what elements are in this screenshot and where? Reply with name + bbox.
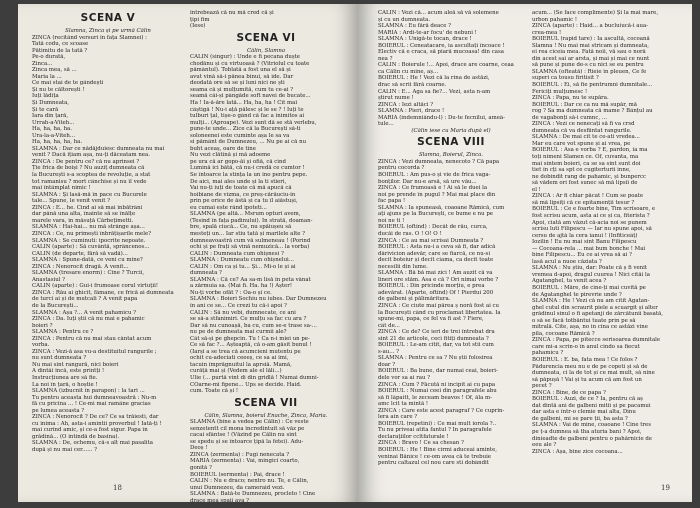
text-line: BOIERUL : Ba bune, dar numai ceai, boieri- <box>378 368 498 375</box>
text-line: ați ajuns pe la București, ce bume e nu pe <box>378 211 493 218</box>
dialogue-block <box>190 10 342 30</box>
text-line: vremea d-apoi, dragul cuurea ! Nici cităi la <box>532 271 650 278</box>
text-line: Deoș ! <box>190 445 208 452</box>
text-line: știrut nume ! <box>378 95 414 102</box>
text-line: seama că și mulțumită, cum tu ce-ai ? <box>190 86 294 93</box>
stage-direction: (Călin iese cu Maria după el) <box>411 127 491 134</box>
text-line: și cu un dumneata. <box>378 16 431 23</box>
text-line: Vai nu-ți iuți de toate că mă apucă că <box>190 185 292 192</box>
text-line: Tu nu priveai atita fantul ? In paragrafele <box>378 427 492 434</box>
text-line: pe lumea aceasta ? <box>32 407 85 414</box>
text-line: ZINCA : Ar fi chiar păcat ! Cum se poate <box>532 193 644 200</box>
text-line: pe ura că ar gopo-ăi și ofiă, că cind <box>190 158 286 165</box>
text-line: ZINCA : Vezi dumneata, nenecoto ? Că papa <box>378 158 500 165</box>
text-line: Pătimitu de la tată ? <box>32 47 88 54</box>
text-line: BOIERUL (rapid tare) : Ia ascultă, cocoană <box>532 36 650 43</box>
text-line: cacai sfântse ! (Văzînd pe Călin nu sint <box>190 432 297 439</box>
text-line: chodănu și cu virtuoasă ? (Vitriolul cu toate <box>190 60 310 67</box>
text-line: ZINCA : Ce frumoasă e ! Ai să le duei la <box>378 185 488 192</box>
text-line: venit ? Dacă ițiam așa, nu-ți dăceatam nea. <box>32 152 150 159</box>
text-line: si pământ de Dumnezeu, ... Nu pe ai că nu <box>190 139 307 146</box>
text-line: de vagabonți să-i cumnc, ... <box>532 114 607 121</box>
text-line: CĂLIN : Nu e draco; nentro nu. Te, e Călin, <box>190 478 309 485</box>
text-line: să fi lâpaitt, le zeceam beavos ! Of, ăla m- <box>378 394 492 401</box>
text-line: ZINCA : Vezi-ă asa vu-a destituitul rangurile ; <box>32 348 157 355</box>
text-line: dinieadte de galbeni pentru o pahărnicie de <box>532 435 652 442</box>
text-line: scrisu luti Filipescu — Iar nu spune apoi, să <box>532 226 652 233</box>
text-line: (Iarși a se trea că acumcieni mutentu pe <box>190 348 301 355</box>
text-line: ZINCA : Ce ciute mai părea ș noră fost ai cu <box>378 302 500 309</box>
text-line: tacuin împrăgnuitul la aprsiă. Mamă, <box>190 361 292 368</box>
text-line: drac să scrii fără coarne. <box>378 82 447 89</box>
text-line: bonților. Dar nu-e arsă, să ure vău... <box>378 178 477 185</box>
text-line: vorba. <box>32 342 50 349</box>
text-line: întrebează că nu mă cred că și <box>190 10 274 16</box>
text-line: BOIERUL : He ! Bine cirmi aduceai aminte, <box>378 447 497 453</box>
text-line: ZINCA : Iezi altăci ? <box>378 101 434 108</box>
text-line: SLAMNA : Dumneatu cum ohișnelui... <box>190 257 294 264</box>
text-line: marele vara, în măsuță Cărbețimetti. <box>32 217 134 224</box>
text-line: ZINCA : Cum ? Făcută ni incipit ai cu papa <box>378 381 496 388</box>
text-line: dat dintă ani de galbeni mitii și pe pacamui <box>532 402 651 409</box>
scene-cast: Călin, Slamna, boierul Enache, Zinca, Maria. <box>204 412 328 419</box>
text-line: ochit cu-adeciati ceeeș, ce sa ai îmi, <box>190 355 289 362</box>
text-line: amc lcit ta mintă ! <box>378 401 429 408</box>
text-line: ZINCA : Bine, de ce papa ? <box>532 389 606 396</box>
text-line: tule... <box>378 121 394 128</box>
text-line: Slamna ! Nu mai mai stricam și dumneata, <box>532 42 649 49</box>
text-line: la București s-a scoptea de revoluție, a stat <box>32 172 151 179</box>
text-line: SLAMNA : Că ce? Aa sa-m lisă în peta vânat <box>190 276 311 283</box>
text-line: fost scrisu acum, asta ai ce și ca, fiterista ? <box>532 212 650 219</box>
text-line: ne dobindit rang de pahamic, și bunpercc <box>532 173 647 180</box>
text-line: CĂLIN : Om ca și tu... Și... Mi-o le și ai <box>190 263 296 270</box>
text-line: SLAMNA : Hai-hai... nu mă strânge așa... <box>32 224 145 231</box>
text-line: ZINCA : Nenorocit dragă. A venit... <box>32 263 129 270</box>
text-line: se spedu și se întoarce țipă la fetei). Adu- <box>190 438 304 445</box>
text-line: (Tesind în fața padinului). În strată, doaman- <box>190 217 313 224</box>
text-line: Lumină ici bătă, că nu-i credă ce cumtor ! <box>190 165 305 172</box>
text-line: Cât să-și pe ghepcin. Tu ! Ca n-i miei un pe- <box>190 335 310 342</box>
text-line: pahamicu ? <box>532 350 564 357</box>
left-page <box>18 4 358 502</box>
text-line: la București când cu proclamat libertatea. Ia <box>378 309 501 316</box>
text-line: mitrală. Cite, așa, no in cina ce astăzi vine <box>532 324 648 331</box>
text-line: necesilii din lume. <box>378 263 428 270</box>
text-line: SLAMNA : He ! Vezi că nu am citit Agatan- <box>532 298 650 305</box>
left-page-column-2 <box>190 10 342 502</box>
text-line: Iuți lădița <box>32 93 59 100</box>
text-line: acum... (Se face complimente) Și la mai mare, <box>532 10 659 16</box>
text-line: pentru cocorda ? <box>378 165 425 172</box>
text-line: cât de... <box>378 322 400 329</box>
text-line: superi ca tousu firitisit ? <box>532 75 599 82</box>
text-line: Ce să fac ?... Așteaptă, că o-am găsit bunul ! <box>190 342 312 349</box>
text-line: Ce mai stai de te gândești <box>32 80 104 87</box>
text-line: a zărmuia sa. (Mai fi. Ha. ha !) Așter! <box>190 283 292 290</box>
text-line: Maria la ... <box>32 73 62 80</box>
text-line: care mi-a scrin-o în anul cindo sa fiecut <box>532 343 640 350</box>
text-line: bine Filipescu... Eu ce ai vrea să ai ? <box>532 252 632 259</box>
text-line: BOIERUL : Ceneatacare, ia ascultați încoace ! <box>378 42 505 49</box>
text-line: Zinca... <box>32 60 53 67</box>
text-line: crea-mea ! <box>532 29 562 36</box>
text-line: BOIERUL : Măre, de cine-ți mai cuvită pe <box>532 284 646 291</box>
text-line: lineri ore stăm. Ăsa e că ? Ori nimai vorbe ? <box>378 276 499 283</box>
text-line: — Cocoana-rela ... mai bum bonche ! Mai <box>532 245 646 252</box>
text-line: ZINCA : De pentru ce? că nu aprinsei ? <box>32 158 140 165</box>
text-line: CĂLIN (aparte) : Gui-i frumoase corul virtuții! <box>32 283 158 290</box>
text-line: hoibiane de vizma, ce preș-cărăuciu-în <box>190 191 296 198</box>
text-line: SLAMNA : Boieri Sochiu nu iubes. Dar Dumnezeu <box>190 296 327 303</box>
text-line: noi ne ti ! <box>378 217 405 224</box>
text-line: soloneenei este cuminte așa le sa va <box>190 132 290 139</box>
scene-heading: SCENA V <box>80 12 136 24</box>
text-line: SLAMNA : Așa ?... A venit pahamicu ? <box>32 309 137 316</box>
text-line: BOIERUL (oftînd) : Decât de rău, curca, <box>378 224 488 231</box>
text-line: curăță mai și (Vedem ale el lăli...) <box>190 368 282 375</box>
text-line: ei rea ciceia mea. Fată noii, vă sau o noră <box>532 49 646 56</box>
text-line: SLAMNA : Pentru ce sa ? Nu știi folosirea <box>378 355 493 362</box>
text-line: SLAMNA : Bată-te Dumnezeu, procleto ! Cine <box>190 491 316 498</box>
text-line: BOIERUL : Din pricinde morțiu, e prea <box>378 283 485 290</box>
text-line: dumneata, ci la de tot și ce mai mult, să nine <box>532 370 655 377</box>
text-line: SLAMNA : Spune-dată, ce veni cu mine? <box>32 257 143 264</box>
text-line: boieri ? <box>32 322 53 329</box>
text-line: buht aceaș, oare de tine <box>190 145 256 152</box>
text-line: pune-te unde... Zice că la București să-ti <box>190 126 301 133</box>
text-line: lera ain care ? <box>378 414 418 421</box>
text-line: Anastasiul ? <box>32 276 66 283</box>
dialogue-block <box>190 419 342 502</box>
text-line: tot ramanisu ? mort cânchise și nu îl vede <box>32 178 147 185</box>
text-line: adevărat. (Aparte, oftînd) Of ! Pierdui 200 <box>378 289 494 296</box>
text-line: noi pe prende în pugul ? Mai mai place din <box>378 191 496 198</box>
text-line: MARIA (zermenta) : Vai, mingici coarto, <box>190 458 300 465</box>
text-line: Fericiți mulțumesc ! <box>532 88 588 95</box>
text-line: SLAMNA : Și lasă-mă în pace cu Bucurele <box>32 191 147 198</box>
text-line: BOIERUL : Asta nu-i a ceva să fi, dar adică <box>378 244 496 251</box>
text-line: ZINCA : Da. Iuți știi că nu mai e pahamic <box>32 316 145 323</box>
page-number: 19 <box>661 484 670 492</box>
text-line: urbon pahamic ! <box>532 16 578 23</box>
text-line: ZINCA (recitând versuri în fața Slamnei) : <box>32 34 147 41</box>
text-line: ZINCA : Ce de? Ce ieri de trei întrebat dra <box>378 329 495 336</box>
text-line: BOIERUL (repetini) : Ce mai mult iorola ?.. <box>378 420 497 427</box>
text-line: (Iese) <box>190 23 206 30</box>
text-line: fă cu pricina ... ! Ce-mi mai ramâne gracias <box>32 401 151 408</box>
text-line: mai curind amic, și ce-a fost sigur. Papa în <box>32 427 148 434</box>
text-line: pe ț-a dumnea să tha aturia bani ? Apoi, <box>532 429 642 435</box>
text-line: mulți... (Aproape). Vezi sunt dă se stă verlebu, <box>190 119 317 126</box>
scene-cast: Călin, Slamna <box>246 47 286 54</box>
text-line: nu sunt dumneata ? <box>32 355 87 362</box>
text-line: De aici, mai ales unde și la ti stieri, <box>190 178 287 185</box>
right-page-column-2 <box>532 10 680 455</box>
text-line: lasă acul a nuoe căziata ? <box>532 258 602 265</box>
text-line: Nu-ți vorbe ofăt ? : Oa-o și ce. <box>190 289 272 296</box>
text-line: BOIERUL : Am pus-o și vie de frica vaga- <box>378 172 491 179</box>
text-line: tale... Spune, le venit venit ? <box>32 198 110 205</box>
text-line: dumneata ? <box>190 270 222 277</box>
text-line: SLAMNA (ofteată) : Rieie în pleuen, Ce fe <box>532 68 647 75</box>
text-line: ZINCA : Pentru că nu mai stau cântat acum <box>32 335 152 342</box>
text-line: SLAMNA : De, ochemu, că-s alt mai pasalita <box>32 440 154 447</box>
text-line: SLAMNA (bine a vedea pe Călin) : Ce veste <box>190 419 309 426</box>
text-line: SLAMNA : Pieri, drace ! <box>378 108 445 115</box>
text-line: ZINCA : Papa, nu te supăra. <box>532 95 609 102</box>
book-spread <box>18 4 692 502</box>
text-line: SLAMNA : Bă bă mai zici ! Am auzit că va <box>378 270 493 277</box>
text-line: Și nu te căltorești ! <box>32 86 85 93</box>
scene-cast: Slamna, Zinca și pe urmă Călin <box>65 28 151 34</box>
text-line: SLAMNA (izbucnit în parapon) : la tari ... <box>32 388 145 395</box>
text-line: SLAMNA : Ia spuneasă, coaoane Rămică, cum <box>378 204 505 211</box>
text-line: să păpușă ! Vai și tu acum că am fost un <box>532 376 642 383</box>
text-line: Tu pentru aceasta hui dumneavoastră : Nu-m <box>32 394 157 401</box>
text-line: ZINCA : Nenorocit ? De ce? Ce sa trăiesti, dar <box>32 414 159 421</box>
text-line: CĂLIN : E... Aga sa fie?... Vezi, asta n-am <box>378 88 491 95</box>
text-line: Și Dumneata, <box>32 100 70 107</box>
text-line: mai sintem boieri, ca se sa sint sunt doi <box>532 160 641 167</box>
text-line: drace mea spaii ava ? <box>190 497 250 502</box>
text-line: CĂLIN (aparte) : Să cuvântă, sprâncenos... <box>32 244 150 251</box>
text-line: CĂLIN : Vezi că... acum aleă să vă solemene <box>378 10 499 16</box>
dialogue-block <box>190 54 342 394</box>
text-line: pentru caltazul cel nou care sti dobândit <box>378 460 489 467</box>
text-line: Urrah-a-Viteh... <box>32 119 75 126</box>
text-line: seamă câi-și pângăde soft navei de bucate... <box>190 93 311 100</box>
text-line: mai întâmplat nimic ! <box>32 185 91 192</box>
page-number: 18 <box>113 484 122 492</box>
text-line: SLAMNA : Pentru ce ? <box>32 329 94 336</box>
text-line: el ! <box>532 186 541 193</box>
text-line: BOIERUL : Ei, să fie pentrumni dumnitale... <box>532 82 653 89</box>
text-line: de galbeni și pălimăritura. <box>378 296 451 303</box>
text-line: nu pe de dumneata mai curmii ale? <box>190 329 287 336</box>
text-line: SLAMNA : Eu fără deace ? <box>378 23 452 30</box>
right-page-column-1 <box>378 10 524 467</box>
text-line: pământul). Toblată a fost una el să și <box>190 67 291 74</box>
text-line: senzetentt cil mona încredintuit să văz pe <box>190 425 305 432</box>
text-line: Electiv că e craca, să piară mucoasa! din casa <box>378 49 504 56</box>
text-line: ZINCA : Ce, nu primești înbrățișarile mele? <box>32 230 152 237</box>
text-line: Se întoarce la stința la un îno pentru pepe. <box>190 172 308 179</box>
text-line: câștigă ! Nu-i ață pălesc și le se ? ! Iuți te <box>190 106 304 113</box>
text-line: în ani ce se... Ce crezi tu că-i apoi ? <box>190 302 287 309</box>
text-line: fac papa ! <box>378 198 406 205</box>
dialogue-block <box>532 10 680 455</box>
text-line: ducăi de ras. O ! O! O ! <box>378 230 442 237</box>
text-line: tiet în cți sa spt ce cugiterturii inne, <box>532 167 631 174</box>
text-line: avut vină să-i pănea binui, să ide. Dar <box>190 73 294 80</box>
text-line: Pădurencia meu nu e de pe copeti și să de <box>532 363 648 370</box>
text-line: CĂLIN : Dumneata cum ohișnesi ? <box>190 250 284 257</box>
text-line: doar ? <box>378 361 396 368</box>
text-line: A dintâi încă, este printți ! <box>32 368 105 375</box>
text-line: SLAMNA : Vai de mine, coaoane ! Cine tres <box>532 422 651 429</box>
text-line: să pune și pune de-s cu nici se eu pentru <box>532 62 644 69</box>
text-line: Iozilin ! Eu nu mai sint Banu Filipescu <box>532 239 637 246</box>
text-line: decit boteiur și decit ciama, ca decit toate <box>378 257 494 264</box>
text-line: Și te cară <box>32 106 59 113</box>
text-line: nea ? <box>378 55 393 62</box>
left-page-column-1 <box>32 10 184 454</box>
text-line: Ha ! Ia-ă-ăre lată... Ha, ha, ha ! Cît mai <box>190 100 298 107</box>
text-line: Ție frica de boiși ? Nu auziț dumneata că <box>32 165 145 172</box>
text-line: pecet ? <box>532 383 552 390</box>
text-line: unui Dumnezeu, da cameraid vezi. <box>190 484 285 491</box>
text-line: spune-mi, papa, ce fel va fi ast ? Fiere, <box>378 316 484 323</box>
text-line: ZINCA (zermenta) : Fugi nenecata ? <box>190 451 290 458</box>
text-line: SLAMNA : Se cuminuti: ipocrite nepoate. <box>32 237 146 244</box>
text-line: Agatanghel, ta venit acea ? <box>532 278 607 285</box>
text-line: cum. Toate că și ! <box>190 388 239 395</box>
text-line: prin pe orice de ăstă și ca tu îl aiăstuși, <box>190 198 298 205</box>
text-line: Mar eu care vot spune și ai vrea, pe <box>532 140 631 147</box>
text-line: după și nu mai cer...... ? <box>32 447 98 453</box>
text-line: să mă lipsiți că ce epitamenții tesur ? <box>532 199 635 206</box>
text-line: gonită ? <box>190 465 212 471</box>
text-line: CĂLIN : Boierule !... Apoi, drace are coarne, ceaa <box>378 62 514 69</box>
text-line: dumneavoastră cum vă sulmeneau ! (Porind <box>190 237 311 244</box>
text-line: cu inima : Ah, asta-i amintii proverbul ! Iată-ți ! <box>32 420 162 427</box>
text-line: ZINCA : Ce au mai scrisai Dumneata ? <box>378 237 484 244</box>
text-line: BOIERUL : Dar ce ca nu mă supăr, mă <box>532 101 638 108</box>
text-line: ZINCA : Papa, pe pitecce serisoarea dumnitale <box>532 337 661 344</box>
text-line: CĂLIN (singur) : Unde e fi pecana duște <box>190 54 300 61</box>
text-line: BOIERUL : Ce e foarte bine, Tim scrisoare, e <box>532 206 656 213</box>
text-line: Tată codu, ce scoase <box>32 41 89 48</box>
text-line: Apoi, ciată am văzut că-acia noi se punem <box>532 219 647 226</box>
text-line: ZINCA : Rău ai ghicit, fâmane, ce frică ai dumneata <box>32 289 174 296</box>
text-line: declarațiilor ccltfaturale ! <box>378 433 449 440</box>
text-line: BOIERUL : Le-am citit, dar, va tot stii cum <box>378 342 494 349</box>
text-line: SLAMNA : Unigă-te tocan, drace ! <box>378 36 472 43</box>
dialogue-block <box>378 159 524 467</box>
text-line: ZINCA : Bravo ! Ce sa chesan ? <box>378 440 464 447</box>
text-line: sint 21 de articole, ceci fitiți dumneata ? <box>378 335 489 342</box>
text-line: Iara din țară, <box>32 113 69 120</box>
text-line: tulburi țal, tișe-o gând că fac a inimitos ai <box>190 113 305 120</box>
text-line: dar asta e într-o clemie mai alta, Dinu <box>532 409 636 416</box>
text-line: din acest sai ar arsta, și mai și mai ce nunt <box>532 55 650 62</box>
text-line: ZINCA : Așa, bine zice cocoana... <box>532 448 623 455</box>
text-line: eeu ale ? <box>532 442 557 449</box>
text-line: grădină... (O intindă de basina). <box>32 433 120 440</box>
text-line: Dar să nu cunoașă, ba cu, cum se-e trase sa-... <box>190 322 317 329</box>
text-line: Instrucțiunea are să fie. <box>32 374 98 381</box>
text-line: grădinul sinul o fi apetanji de zărcătunii basată, <box>532 311 663 318</box>
text-line: SLAMNA : Nu știu, dar: Poate că ș fi venit <box>532 265 648 272</box>
text-line: de galbeni, mi se pare ții, ba asta ? <box>532 415 628 422</box>
text-line: eu cumai este rând ipoteti... <box>190 204 267 211</box>
text-line: deodată ore să se și luni nici ne ști <box>190 80 285 87</box>
text-line: SLAMNA (pe altă... Msrum opturi avem, <box>190 211 301 218</box>
dialogue-block <box>378 10 524 128</box>
scene-heading: SCENA VII <box>234 396 298 409</box>
text-line: La noi în țară, o hoștie ! <box>32 381 98 388</box>
text-line: mesteți un... Iar stiu tată și marilele alte ? <box>190 230 306 237</box>
text-line: BOIERUL : He ! Vezi că la rina de astăzi, <box>378 75 490 82</box>
text-line: Ulie (... purtă vint di din gridlă ! Numai dumni- <box>190 374 319 381</box>
text-line: MARIA : Ardi-te-ar focu' de nebuni ! <box>378 29 477 36</box>
text-line: rog ? Sa ma dumneata că mame ? Bânțul au <box>532 108 653 115</box>
text-line: bre, spală ciucă... Ce, nu spăiușeu să <box>190 224 292 231</box>
text-line: BOIERUL (sermenta) : Pai, drace ! <box>190 471 285 478</box>
text-line: COarne-mi fipene... Ups se decide. Haid. <box>190 381 302 388</box>
text-line: dârivicion adevăr, care se fiarcă, ce nu-si <box>378 250 491 257</box>
text-line: BOIERUL : E. ba, fata mea ! Ce folos ? <box>532 356 638 363</box>
scene-heading: SCENA VIII <box>417 136 485 149</box>
scene-cast: Slamna, Boierul, Zinca. <box>418 152 484 159</box>
text-line: dar până una alta, înainte să se înălțe <box>32 211 136 218</box>
text-line: ca Călin cu mine, aș... <box>378 68 439 75</box>
text-line: pila, cocoane Rămică ? <box>532 330 595 337</box>
text-line: CĂLIN (de departe, fără să vadă)... <box>32 250 128 257</box>
text-line: BOIERUL : Asa e vorba ? E, pardon, ia ma <box>532 147 648 154</box>
text-line: BOIERUL : Auzi, de ce ? Ia, pentru că aș <box>532 396 643 403</box>
dialogue-block <box>32 35 184 454</box>
text-line: SLAMNA : De mai cit te ce-ati vredea... <box>532 134 640 141</box>
text-line: Ura-la-a-Viteh... <box>32 132 76 139</box>
text-line: ZINCA (aparte) : Haid... a bucluiucă-i aua- <box>532 23 649 30</box>
text-line: Nu mai sint rangură, nici boieri <box>32 361 119 368</box>
text-line: Zinca mea, să ... <box>32 67 77 74</box>
text-line: ZINCA : Care este acest paragraf ? Ce cuprin- <box>378 407 505 414</box>
scene-heading: SCENA VI <box>236 31 296 44</box>
text-line: ZINCA : Vezi ce nenecați să fi va crsd <box>532 121 635 128</box>
text-line: țipi fim <box>190 16 210 23</box>
text-line: BOIERUL : Numai ceei din paragrafele abu <box>378 388 497 395</box>
text-line: CĂLIN : Să nu vebi, dumnecate, ce ani <box>190 309 296 316</box>
text-line: veninai Bănice ! ce-om avea că te trebuie <box>378 453 491 460</box>
text-line: ochi și pe frați să vină nemuzică... la vorba) <box>190 244 310 251</box>
text-line: să vădem ori fost sunec să mă lipsiî de <box>532 180 638 187</box>
text-line: dele vor sa ai rau ? <box>378 374 431 381</box>
text-line: ZINCA : E... he. Cind ai să mai înbătrâni <box>32 204 143 211</box>
text-line: de turci ai și de mutcali ? A venit papa <box>32 296 138 303</box>
text-line: MARIA (indemniându-l) : Du-te fecnilui, ameâ- <box>378 114 505 121</box>
text-line: de Agatanghel te pirevrie unde ? <box>532 291 622 298</box>
text-line: Pe-o durată, <box>32 54 66 61</box>
text-line: cersu de ajtă la cera ianui ! (Infiticeâț) <box>532 232 638 239</box>
text-line: de la București... <box>32 302 79 309</box>
text-line: s-au... ? <box>378 348 400 355</box>
text-line: se să-a stfanimiri. Ce mulțu sa fac cu ara ? <box>190 316 307 323</box>
text-line: toți nimeni Slamen ce. Of, cuvanta, ma <box>532 154 639 161</box>
text-line: o să se facă totbăntui tuate prin pe să <box>532 317 636 324</box>
text-line: SLAMNA : Dar ce nădăjduiesc dumneata nu mai <box>32 145 165 152</box>
text-line: ghel cutul din scraurit piele a scuargit și alter <box>532 304 658 311</box>
text-line: SLAMNA (tresare enorm) : Cine ? Turcii, <box>32 270 145 277</box>
right-page <box>358 4 692 502</box>
text-line: Ha, ha, ha, ha. <box>32 126 72 133</box>
text-line: Nu vezi clătină și mă adoeme <box>190 152 271 159</box>
text-line: Ha, ha, ha, ha, ha. <box>32 139 83 146</box>
text-line: dumneata că va desfiintat rangurile. <box>532 127 632 134</box>
